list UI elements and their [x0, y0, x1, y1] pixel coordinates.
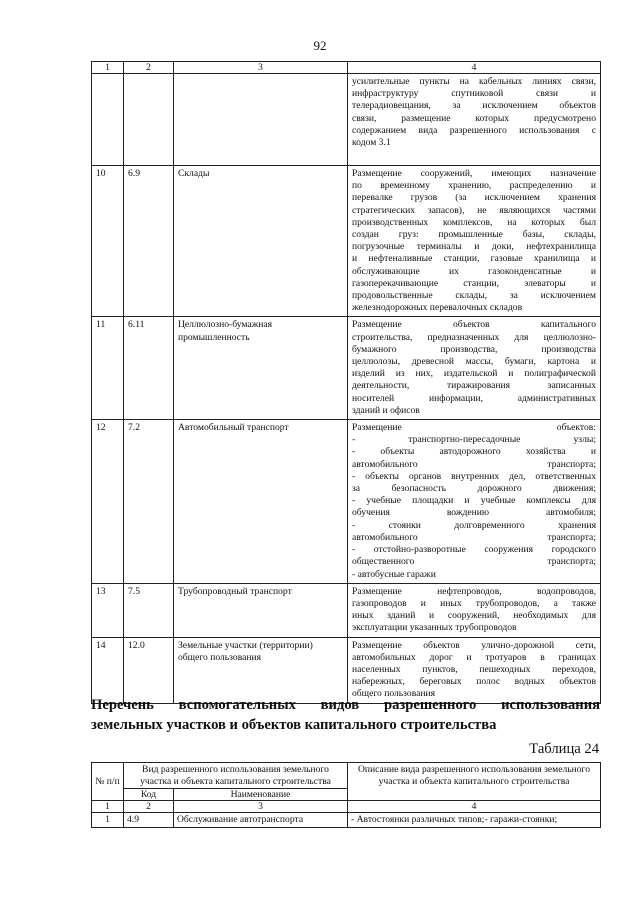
row-number: 13 [92, 583, 124, 637]
text-line: бумажного производства, производства [352, 343, 596, 355]
row-number: 14 [92, 637, 124, 703]
header-code: Код [124, 789, 174, 801]
row-code: 7.2 [124, 420, 174, 584]
text-line: обслуживающие их газоконденсатные и [352, 265, 596, 277]
text-line: Размещение объектов улично-дорожной сети, [352, 639, 596, 651]
text-line: зданий и офисов [352, 404, 420, 416]
table-header-row [92, 62, 601, 74]
header-type: Вид разрешенного использования земельного участка и объекта капитального строительства [124, 763, 348, 789]
text-line: Размещение нефтепроводов, водопроводов, [352, 585, 596, 597]
text-line: автомобильного транспорта; [352, 458, 596, 470]
column-number-1: 1 [92, 62, 124, 74]
text-line: строительства, предназначенных для целлюлозно- [352, 331, 596, 343]
row-description [348, 420, 601, 584]
text-line: - отстойно-разворотные сооружения городского [352, 544, 596, 556]
text-line: по временному хранению, распределению и [352, 180, 596, 192]
permitted-use-table [91, 61, 601, 704]
text-line: телерадиовещания, за исключением объектов [352, 100, 596, 112]
row-number: 12 [92, 420, 124, 584]
row-code: 4.9 [124, 813, 174, 828]
header-name: Наименование [174, 789, 348, 801]
table-row [92, 420, 601, 584]
text-line: - объекты автодорожного хозяйства и [352, 446, 596, 458]
row-name: Земельные участки (территории) общего пользования [174, 637, 348, 703]
text-line: и нефтеналивные станции, газовые хранилища и [352, 253, 596, 265]
text-line: усилительные пункты на кабельных линиях связи, [352, 76, 596, 87]
text-line: производственных комплексов, на которых был [352, 216, 596, 228]
text-line: населенных пунктов, пешеходных переходов, [352, 663, 596, 675]
text-line: стратегических запасов), не являющихся частями [352, 204, 596, 216]
text-line: связи, размещение которых предусмотрено [352, 112, 596, 124]
text-line: перевалке грузов (за исключением хранения [352, 192, 596, 204]
text-line: содержанием вида разрешенного использования с [352, 124, 596, 136]
text-line: за безопасность дорожного движения; [352, 483, 596, 495]
row-description [348, 637, 601, 703]
text-line: эксплуатации указанных трубопроводов [352, 622, 517, 634]
text-line: Перечень вспомогательных видов разрешенного использования [91, 697, 600, 713]
continuation-description [348, 74, 601, 166]
table-caption: Таблица 24 [529, 741, 599, 757]
column-number-4: 4 [348, 801, 601, 813]
text-line: Размещение объектов капитального [352, 319, 596, 331]
row-code: 6.11 [124, 317, 174, 420]
text-line: железнодорожных перевалочных складов [352, 302, 523, 314]
text-line: - объекты органов внутренних дел, ответственных [352, 470, 596, 482]
row-description [348, 166, 601, 317]
text-line: инфраструктуру спутниковой связи и [352, 88, 596, 100]
row-code: 12.0 [124, 637, 174, 703]
text-line: общего пользования [352, 688, 436, 700]
text-line: целлюлозы, древесной массы, бумаги, картона и [352, 356, 596, 368]
text-line: - учебные площадки и учебные комплексы для [352, 495, 596, 507]
text-line: общественного транспорта; [352, 556, 596, 568]
text-line: газоперекачивающие станции, элеваторы и [352, 277, 596, 289]
text-line: кодом 3.1 [352, 137, 391, 149]
table-row [92, 166, 601, 317]
auxiliary-use-table [91, 762, 601, 828]
table-row [92, 637, 601, 703]
column-number-3: 3 [174, 801, 348, 813]
row-code: 6.9 [124, 166, 174, 317]
column-number-4: 4 [348, 62, 601, 74]
row-number: 1 [92, 813, 124, 828]
column-numbers-row [92, 801, 601, 813]
row-number: 11 [92, 317, 124, 420]
row-code: 7.5 [124, 583, 174, 637]
continuation-row [92, 74, 601, 166]
page-number: 92 [313, 38, 327, 53]
row-name: Склады [174, 166, 348, 317]
row-number: 10 [92, 166, 124, 317]
text-line: иных зданий и сооружений, необходимых для [352, 610, 596, 622]
text-line: автомобильного транспорта; [352, 531, 596, 543]
column-number-3: 3 [174, 62, 348, 74]
text-line: - стоянки долговременного хранения [352, 519, 596, 531]
column-number-2: 2 [124, 801, 174, 813]
table-row [92, 583, 601, 637]
text-line: Размещение сооружений, имеющих назначение [352, 168, 596, 179]
text-line: погрузочные терминалы и доки, нефтехранилища [352, 241, 596, 253]
text-line: обучения вождению автомобиля; [352, 507, 596, 519]
row-name: Обслуживание автотранспорта [174, 813, 348, 828]
text-line: Размещение объектов: [352, 422, 596, 434]
header-num: № п/п [92, 763, 124, 801]
column-number-2: 2 [124, 62, 174, 74]
text-line: изделий из них, издательской и полиграфической [352, 368, 596, 380]
text-line: - автобусные гаражи [352, 568, 436, 580]
row-name: Трубопроводный транспорт [174, 583, 348, 637]
text-line: - Автостоянки различных типов; [351, 814, 485, 826]
table-row [92, 813, 601, 828]
row-description [348, 583, 601, 637]
column-number-1: 1 [92, 801, 124, 813]
row-description [348, 813, 601, 828]
row-name: Автомобильный транспорт [174, 420, 348, 584]
text-line: носителей информации, административных [352, 392, 596, 404]
table-row [92, 317, 601, 420]
text-line: набережных, береговых полос водных объектов [352, 676, 596, 688]
row-description [348, 317, 601, 420]
section-heading [91, 695, 600, 735]
text-line: газопроводов и иных трубопроводов, а также [352, 597, 596, 609]
header-description: Описание вида разрешенного использования земельного участка и объекта капитального строительства [348, 763, 601, 801]
text-line: деятельности, тиражирования записанных [352, 380, 596, 392]
text-line: создан груз: промышленные базы, склады, [352, 229, 596, 241]
text-line: земельных участков и объектов капитального строительства [91, 717, 497, 733]
text-line: - транспортно-пересадочные узлы; [352, 434, 596, 446]
text-line: - гаражи-стоянки; [484, 814, 558, 826]
text-line: продовольственные склады, за исключением [352, 290, 596, 302]
table-header-row [92, 763, 601, 789]
text-line: автомобильных дорог и тротуаров в границах [352, 651, 596, 663]
row-name: Целлюлозно-бумажная промышленность [174, 317, 348, 420]
